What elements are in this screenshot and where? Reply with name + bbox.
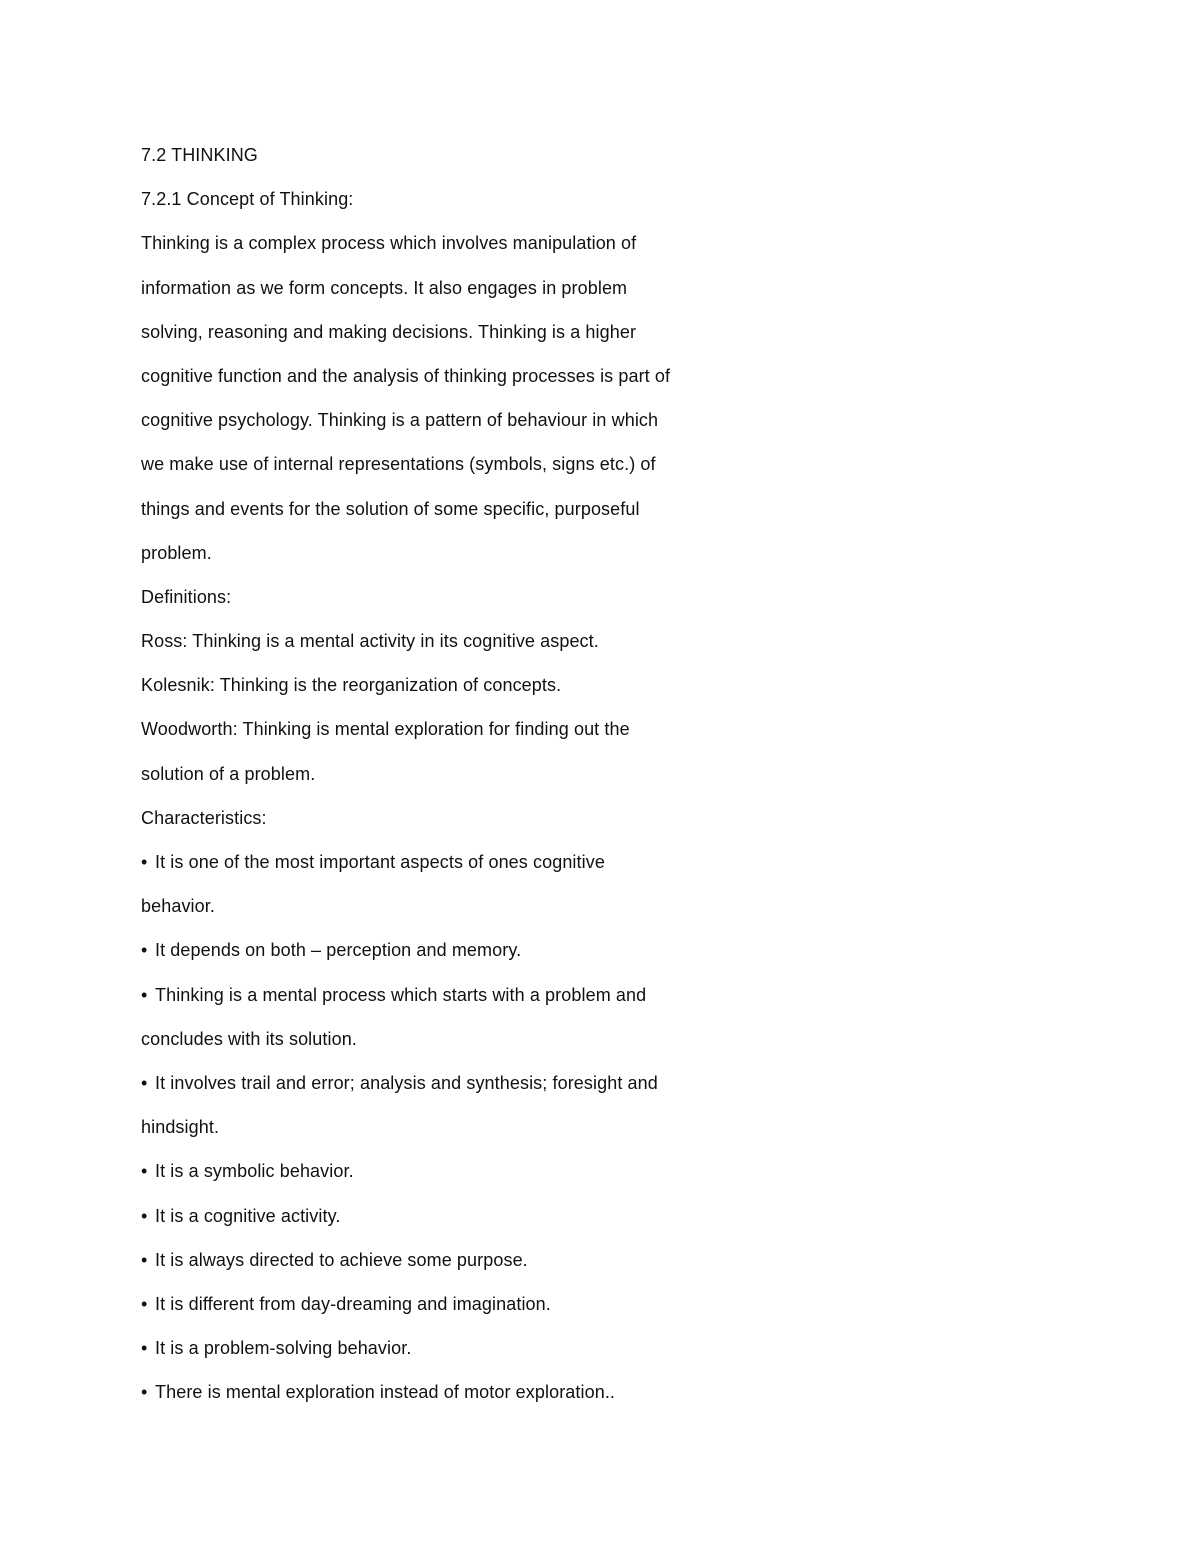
characteristic-item bbox=[141, 1333, 741, 1377]
bullet-icon: • bbox=[141, 1293, 148, 1314]
paragraph-line: information as we form concepts. It also engages in problem bbox=[141, 277, 628, 298]
definition-line: Woodworth: Thinking is mental exploration for finding out the bbox=[141, 719, 630, 740]
characteristic-item bbox=[141, 1156, 741, 1200]
characteristic-text: concludes with its solution. bbox=[141, 1028, 357, 1049]
characteristic-item bbox=[141, 935, 741, 979]
characteristic-item bbox=[141, 1245, 741, 1289]
bullet-icon: • bbox=[141, 1161, 148, 1182]
characteristic-item bbox=[141, 1377, 741, 1421]
characteristic-text: It is different from day-dreaming and imagination. bbox=[155, 1293, 551, 1314]
characteristic-continuation bbox=[141, 1024, 741, 1068]
characteristic-text: It is a problem-solving behavior. bbox=[155, 1338, 412, 1359]
bullet-icon: • bbox=[141, 1382, 148, 1403]
characteristic-item bbox=[141, 1201, 741, 1245]
characteristic-text: hindsight. bbox=[141, 1117, 220, 1138]
characteristic-text: It is always directed to achieve some purpose. bbox=[155, 1249, 528, 1270]
characteristic-text: Thinking is a mental process which starts with a problem and bbox=[155, 984, 647, 1005]
characteristic-text: It is a symbolic behavior. bbox=[155, 1161, 354, 1182]
characteristic-item bbox=[141, 1068, 741, 1112]
bullet-icon: • bbox=[141, 940, 148, 961]
definitions-heading: Definitions: bbox=[141, 586, 232, 607]
characteristics-list bbox=[141, 847, 741, 1421]
characteristic-text: It depends on both – perception and memory. bbox=[155, 940, 522, 961]
definition-line: solution of a problem. bbox=[141, 763, 316, 784]
paragraph-line: Thinking is a complex process which involves manipulation of bbox=[141, 233, 637, 254]
bullet-icon: • bbox=[141, 1338, 148, 1359]
bullet-icon: • bbox=[141, 852, 148, 872]
characteristic-item bbox=[141, 980, 741, 1024]
characteristics-heading: Characteristics: bbox=[141, 807, 267, 828]
definition-line: Kolesnik: Thinking is the reorganization of concepts. bbox=[141, 675, 562, 696]
bullet-icon: • bbox=[141, 1249, 148, 1270]
paragraph-line: we make use of internal representations (symbols, signs etc.) of bbox=[141, 454, 656, 475]
bullet-icon: • bbox=[141, 1072, 148, 1093]
characteristic-text: It involves trail and error; analysis and synthesis; foresight and bbox=[155, 1072, 658, 1093]
paragraph-line: cognitive psychology. Thinking is a pattern of behaviour in which bbox=[141, 410, 659, 431]
definition-line: Ross: Thinking is a mental activity in its cognitive aspect. bbox=[141, 631, 599, 652]
paragraph-line: solving, reasoning and making decisions. Thinking is a higher bbox=[141, 321, 637, 342]
characteristic-text: behavior. bbox=[141, 896, 215, 917]
section-title: 7.2 THINKING bbox=[141, 145, 258, 165]
characteristic-text: It is a cognitive activity. bbox=[155, 1205, 341, 1226]
paragraph-line: things and events for the solution of some specific, purposeful bbox=[141, 498, 640, 519]
characteristic-continuation bbox=[141, 1112, 741, 1156]
characteristic-continuation bbox=[141, 891, 741, 935]
document-body bbox=[141, 140, 741, 1421]
characteristic-text: It is one of the most important aspects of ones cognitive bbox=[155, 852, 605, 872]
bullet-icon: • bbox=[141, 1205, 148, 1226]
bullet-icon: • bbox=[141, 984, 148, 1005]
subsection-title: 7.2.1 Concept of Thinking: bbox=[141, 189, 354, 210]
characteristic-text: There is mental exploration instead of motor exploration.. bbox=[155, 1382, 616, 1403]
characteristic-item bbox=[141, 1289, 741, 1333]
characteristic-item bbox=[141, 847, 741, 891]
paragraph-line: cognitive function and the analysis of thinking processes is part of bbox=[141, 365, 671, 386]
paragraph-line: problem. bbox=[141, 542, 212, 563]
